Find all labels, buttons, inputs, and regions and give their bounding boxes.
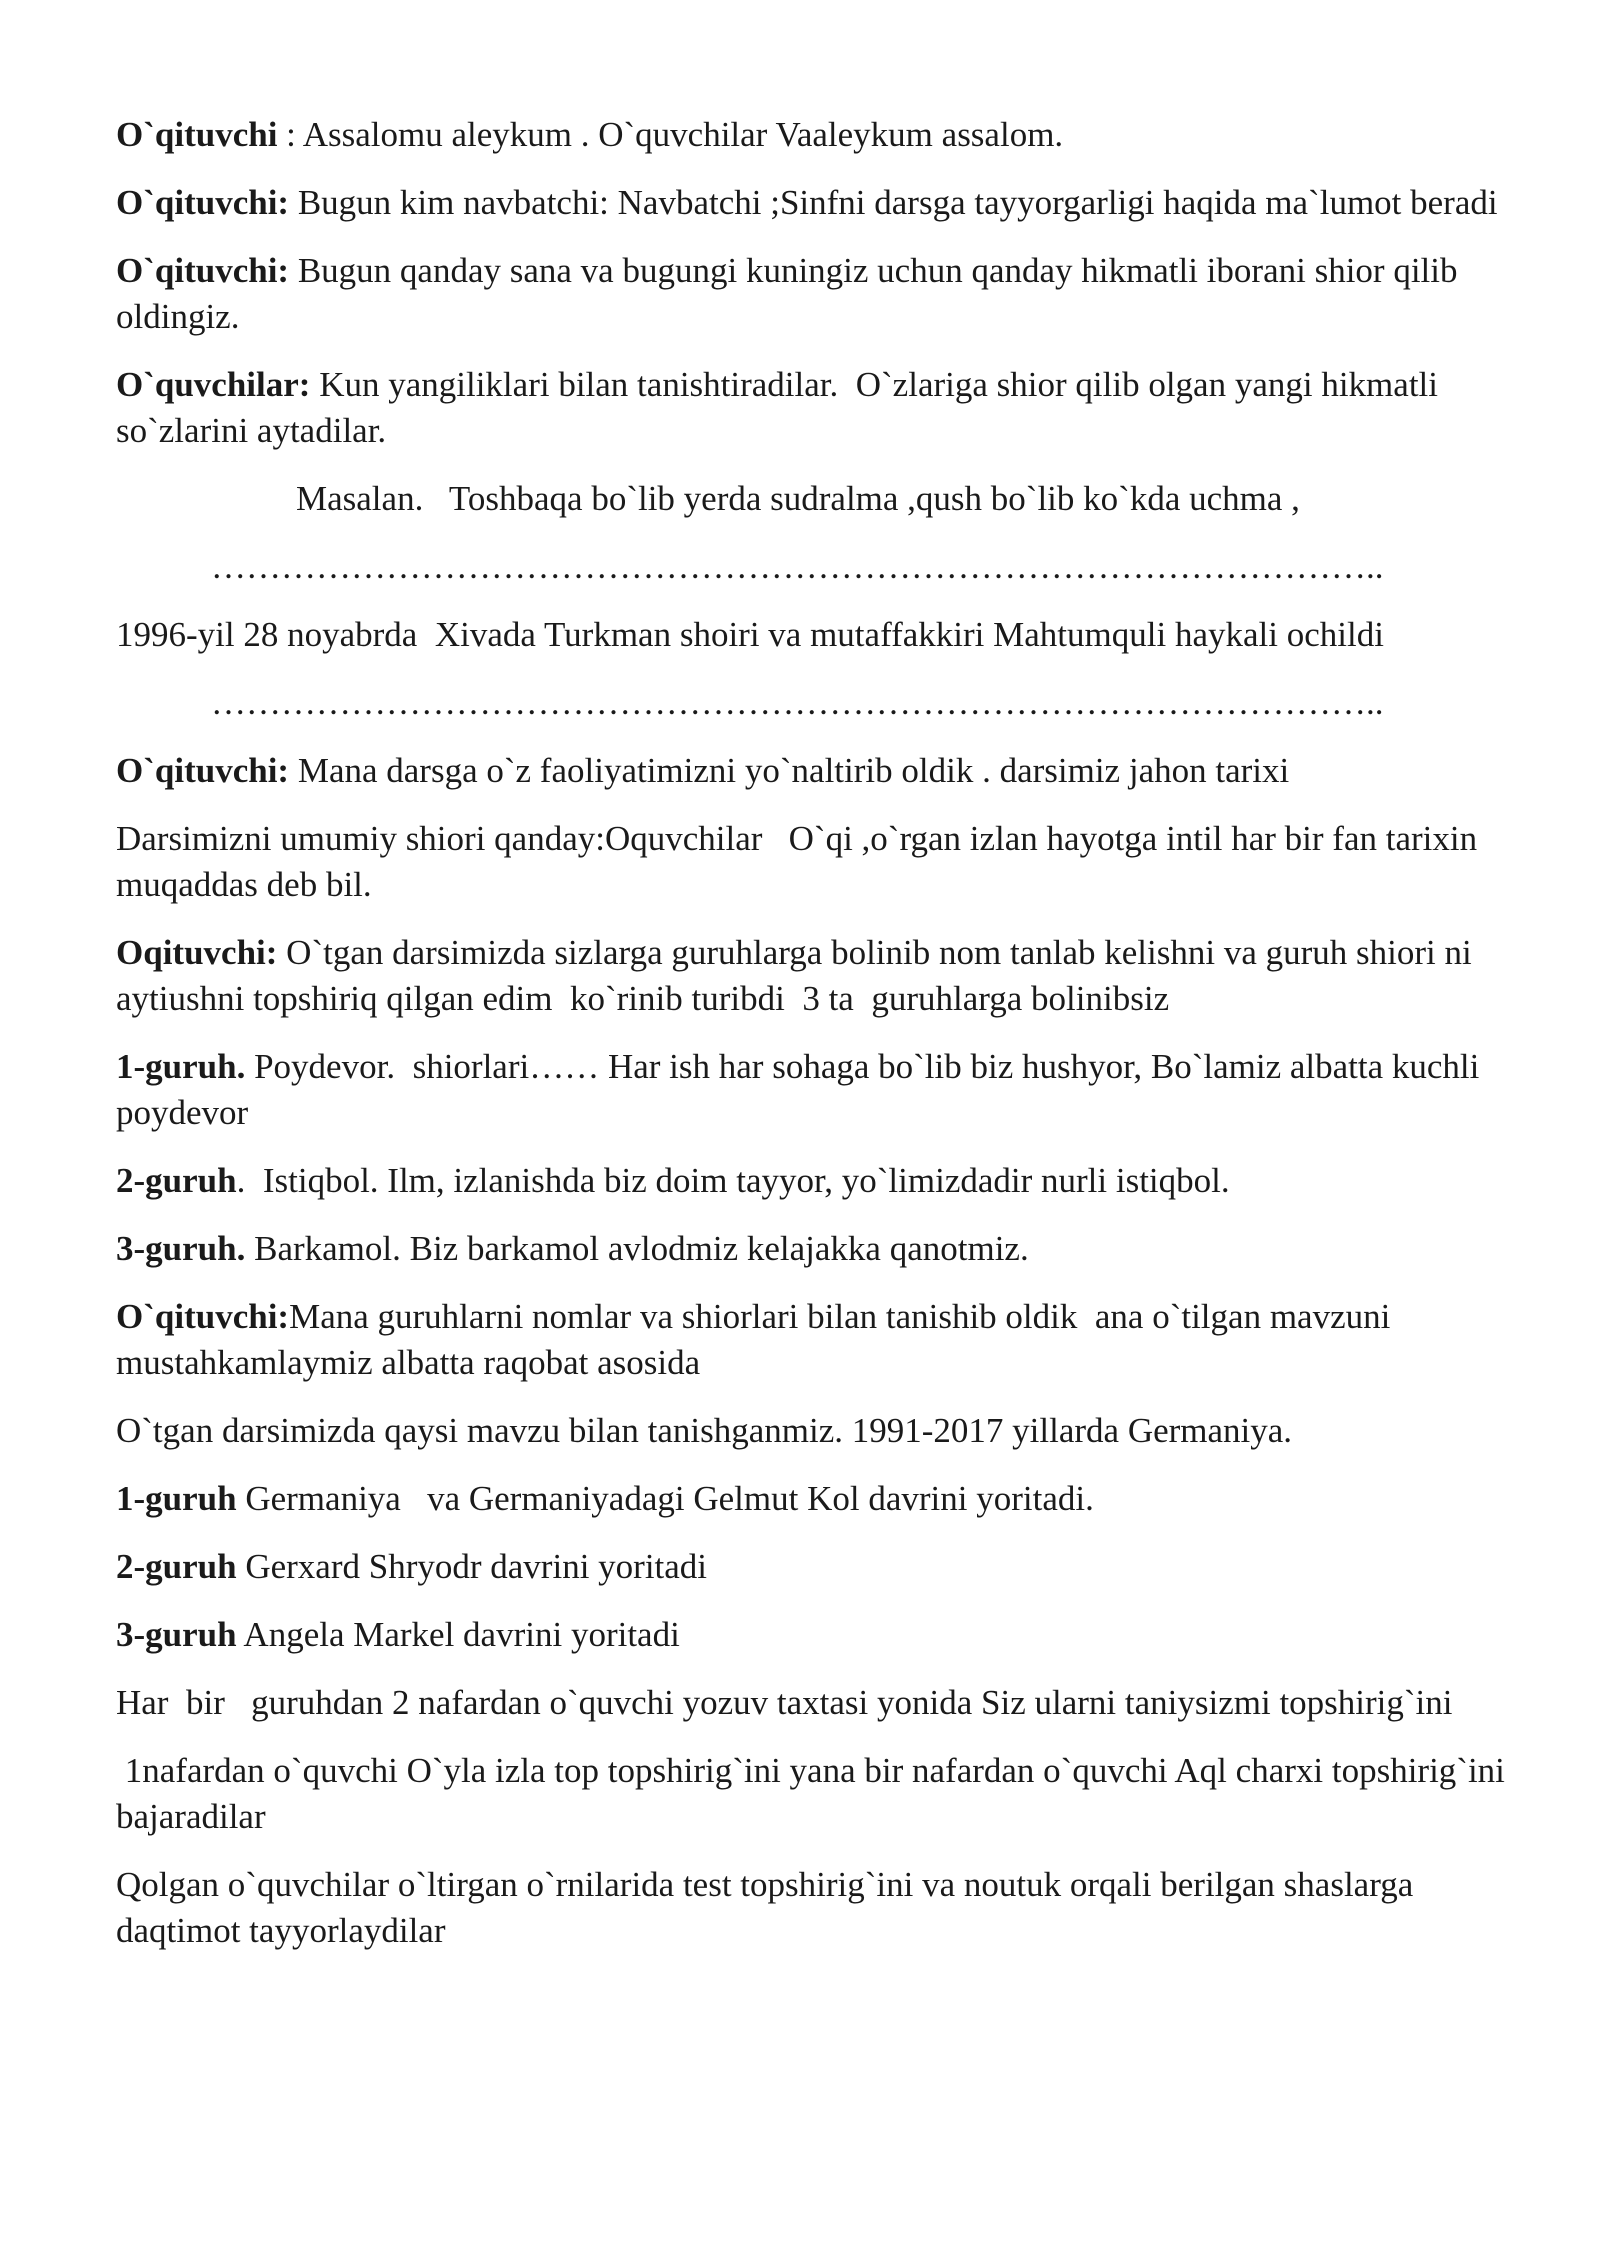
speaker-label: O`qituvchi: xyxy=(116,751,290,790)
document-page xyxy=(116,112,1514,1976)
paragraph-text: : Assalomu aleykum . O`quvchilar Vaaleykum assalom. xyxy=(277,115,1064,154)
group-1-task xyxy=(116,1476,1506,1522)
paragraph-text: Germaniya va Germaniyadagi Gelmut Kol davrini yoritadi. xyxy=(236,1479,1094,1518)
dotted-line-2 xyxy=(116,680,1506,726)
paragraph-3 xyxy=(116,248,1506,340)
paragraph-15 xyxy=(116,1294,1506,1386)
paragraph-1 xyxy=(116,112,1506,158)
speaker-label: O`qituvchi: xyxy=(116,251,290,290)
paragraph-text: Qolgan o`quvchilar o`ltirgan o`rnilarida test topshirig`ini va noutuk orqali berilgan shaslarga daqtimot tayyorlaydilar xyxy=(116,1865,1423,1950)
paragraph-11 xyxy=(116,930,1506,1022)
paragraph-text: Bugun kim navbatchi: Navbatchi ;Sinfni darsga tayyorgarligi haqida ma`lumot beradi xyxy=(289,183,1498,222)
group-3-paragraph xyxy=(116,1226,1506,1272)
paragraph-text: Har bir guruhdan 2 nafardan o`quvchi yozuv taxtasi yonida Siz ularni taniysizmi topshirig`ini xyxy=(116,1683,1453,1722)
group-1-paragraph xyxy=(116,1044,1506,1136)
speaker-label: Oqituvchi: xyxy=(116,933,278,972)
paragraph-21 xyxy=(116,1748,1514,1840)
paragraph-text: Bugun qanday sana va bugungi kuningiz uchun qanday hikmatli iborani shior qilib oldingiz. xyxy=(116,251,1467,336)
group-2-paragraph xyxy=(116,1158,1506,1204)
paragraph-text: Masalan. Toshbaqa bo`lib yerda sudralma ,qush bo`lib ko`kda uchma , xyxy=(296,479,1300,518)
paragraph-text: Kun yangiliklari bilan tanishtiradilar. O`zlariga shior qilib olgan yangi hikmatli so`zlarini aytadilar. xyxy=(116,365,1447,450)
group-label: 1-guruh. xyxy=(116,1047,246,1086)
paragraph-16 xyxy=(116,1408,1506,1454)
dotted-text: ……………………………………………………………………………………….. xyxy=(211,683,1384,722)
speaker-label: O`qituvchi: xyxy=(116,183,290,222)
paragraph-text: . Istiqbol. Ilm, izlanishda biz doim tayyor, yo`limizdadir nurli istiqbol. xyxy=(236,1161,1230,1200)
speaker-label: O`quvchilar: xyxy=(116,365,311,404)
paragraph-text: 1nafardan o`quvchi O`yla izla top topshirig`ini yana bir nafardan o`quvchi Aql charxi topshirig`ini bajaradilar xyxy=(116,1751,1514,1836)
paragraph-text: 1996-yil 28 noyabrda Xivada Turkman shoiri va mutaffakkiri Mahtumquli haykali ochildi xyxy=(116,615,1384,654)
paragraph-4 xyxy=(116,362,1506,454)
dotted-text: ……………………………………………………………………………………….. xyxy=(211,547,1384,586)
speaker-label: O`qituvchi: xyxy=(116,1297,290,1336)
paragraph-text: Darsimizni umumiy shiori qanday:Oquvchilar O`qi ,o`rgan izlan hayotga intil har bir fan tarixin muqaddas deb bil. xyxy=(116,819,1486,904)
paragraph-22 xyxy=(116,1862,1506,1954)
paragraph-text: Gerxard Shryodr davrini yoritadi xyxy=(236,1547,708,1586)
paragraph-9 xyxy=(116,748,1506,794)
group-2-task xyxy=(116,1544,1506,1590)
paragraph-text: Barkamol. Biz barkamol avlodmiz kelajakka qanotmiz. xyxy=(245,1229,1029,1268)
paragraph-text: O`tgan darsimizda qaysi mavzu bilan tanishganmiz. 1991-2017 yillarda Germaniya. xyxy=(116,1411,1293,1450)
paragraph-text: O`tgan darsimizda sizlarga guruhlarga bolinib nom tanlab kelishni va guruh shiori ni aytiushni topshiriq qilgan edim ko`rinib turibdi 3 ta guruhlarga bolinibsiz xyxy=(116,933,1481,1018)
group-label: 1-guruh xyxy=(116,1479,237,1518)
paragraph-text: Poydevor. shiorlari…… Har ish har sohaga bo`lib biz hushyor, Bo`lamiz albatta kuchli poydevor xyxy=(116,1047,1489,1132)
group-label: 3-guruh. xyxy=(116,1229,246,1268)
group-label: 3-guruh xyxy=(116,1615,237,1654)
paragraph-2 xyxy=(116,180,1506,226)
paragraph-text: Mana darsga o`z faoliyatimizni yo`naltirib oldik . darsimiz jahon tarixi xyxy=(289,751,1290,790)
group-3-task xyxy=(116,1612,1506,1658)
group-label: 2-guruh xyxy=(116,1161,237,1200)
example-line xyxy=(116,476,1506,522)
group-label: 2-guruh xyxy=(116,1547,237,1586)
paragraph-10 xyxy=(116,816,1506,908)
dotted-line-1 xyxy=(116,544,1506,590)
paragraph-news xyxy=(116,612,1506,658)
paragraph-text: Mana guruhlarni nomlar va shiorlari bilan tanishib oldik ana o`tilgan mavzuni mustahkamlaymiz albatta raqobat asosida xyxy=(116,1297,1400,1382)
speaker-label: O`qituvchi xyxy=(116,115,278,154)
paragraph-20 xyxy=(116,1680,1506,1726)
paragraph-text: Angela Markel davrini yoritadi xyxy=(236,1615,680,1654)
